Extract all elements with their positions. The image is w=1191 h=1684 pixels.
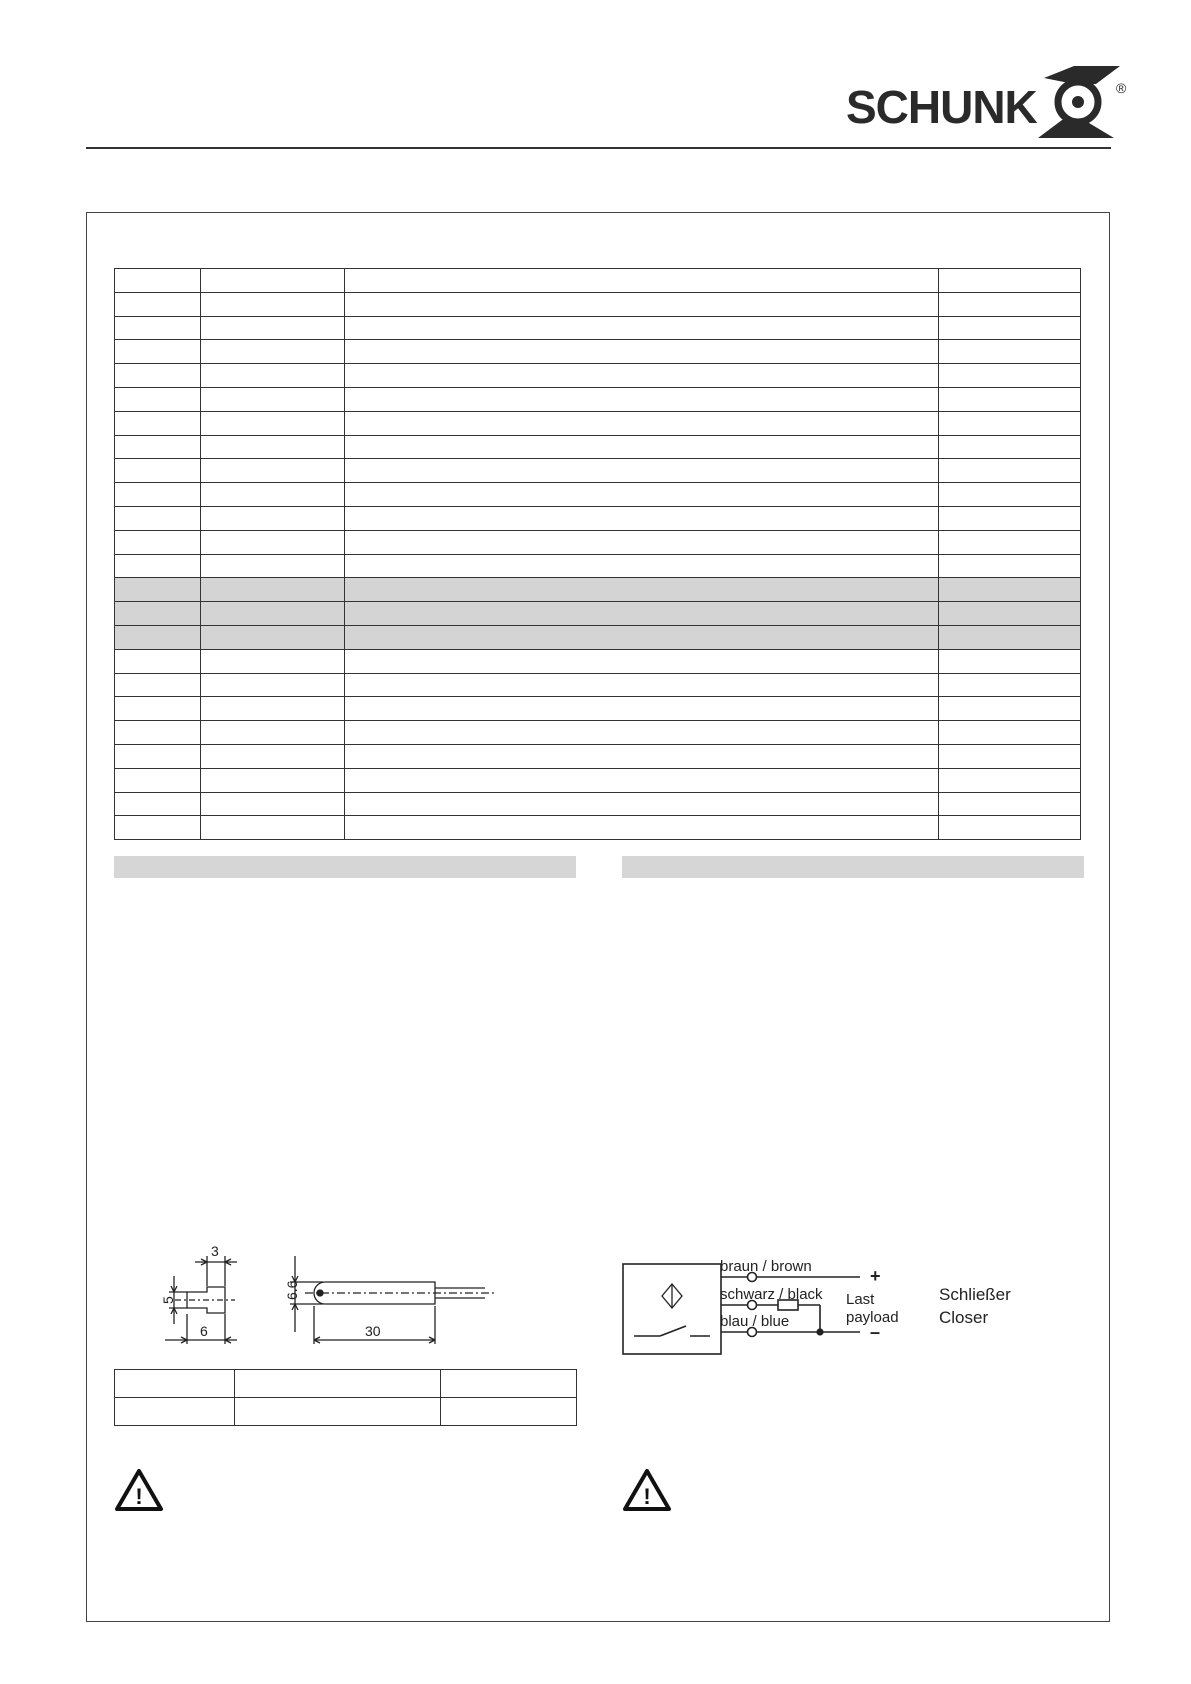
table-row: [115, 316, 1081, 340]
table-cell: [115, 744, 201, 768]
table-cell: [345, 435, 939, 459]
table-cell: [201, 602, 345, 626]
table-row: [115, 483, 1081, 507]
table-cell: [345, 673, 939, 697]
table-row: [115, 269, 1081, 293]
dim-label-width-bottom: 6: [200, 1323, 208, 1339]
table-cell: [201, 364, 345, 388]
table-cell: [939, 269, 1081, 293]
table-cell: [345, 269, 939, 293]
dim-label-diameter: 6.6: [284, 1280, 300, 1300]
table-cell: [115, 697, 201, 721]
table-cell: [345, 625, 939, 649]
sensor-dimension-drawing: [155, 1242, 510, 1352]
table-row: [115, 1398, 577, 1426]
table-cell: [115, 292, 201, 316]
wire-label-black: schwarz / black: [720, 1286, 823, 1303]
table-cell: [201, 554, 345, 578]
table-cell: [115, 411, 201, 435]
section-header-bar-right: [622, 856, 1084, 878]
table-cell: [115, 625, 201, 649]
brand-name: SCHUNK: [846, 81, 1037, 133]
table-cell: [201, 483, 345, 507]
switch-type-en: Closer: [939, 1308, 989, 1327]
table-cell: [939, 602, 1081, 626]
table-cell: [115, 673, 201, 697]
table-row: [115, 554, 1081, 578]
table-cell: [345, 721, 939, 745]
table-cell: [115, 364, 201, 388]
table-row: [115, 744, 1081, 768]
table-cell: [939, 506, 1081, 530]
dim-label-length: 30: [365, 1323, 381, 1339]
table-cell: [345, 649, 939, 673]
table-cell: [939, 530, 1081, 554]
table-cell: [345, 364, 939, 388]
table-cell: [345, 578, 939, 602]
table-cell: [939, 387, 1081, 411]
table-cell: [201, 768, 345, 792]
table-cell: [345, 340, 939, 364]
load-label-de: Last: [846, 1291, 875, 1308]
warning-triangle-icon: [622, 1468, 672, 1512]
table-row: [115, 506, 1081, 530]
table-cell: [939, 697, 1081, 721]
table-cell: [939, 673, 1081, 697]
table-cell: [115, 530, 201, 554]
table-cell: [345, 816, 939, 840]
dim-label-width-top: 3: [211, 1243, 219, 1259]
table-cell: [115, 554, 201, 578]
switch-type-label: [939, 1283, 1011, 1329]
table-cell: [939, 483, 1081, 507]
dimension-data-table: [114, 1369, 577, 1426]
table-cell: [115, 816, 201, 840]
table-row: [115, 625, 1081, 649]
table-cell: [345, 387, 939, 411]
table-row: [115, 411, 1081, 435]
table-cell: [939, 649, 1081, 673]
switch-type-de: Schließer: [939, 1285, 1011, 1304]
plus-terminal: +: [870, 1266, 881, 1286]
table-cell: [115, 269, 201, 293]
schunk-logo: [840, 58, 1140, 144]
table-cell: [201, 292, 345, 316]
table-cell: [345, 530, 939, 554]
table-cell: [115, 387, 201, 411]
table-cell: [201, 435, 345, 459]
table-cell: [939, 578, 1081, 602]
table-cell: [939, 792, 1081, 816]
table-row: [115, 292, 1081, 316]
table-cell: [201, 411, 345, 435]
table-row: [115, 673, 1081, 697]
warning-triangle-icon: [114, 1468, 164, 1512]
table-cell: [345, 602, 939, 626]
table-cell: [201, 530, 345, 554]
table-cell: [115, 459, 201, 483]
table-cell: [201, 721, 345, 745]
table-cell: [939, 411, 1081, 435]
table-cell: [345, 697, 939, 721]
section-header-bar-left: [114, 856, 576, 878]
dim-label-height-left: 5: [160, 1296, 176, 1304]
table-cell: [115, 316, 201, 340]
table-cell: [939, 744, 1081, 768]
table-cell: [201, 506, 345, 530]
table-cell: [345, 744, 939, 768]
table-cell: [201, 459, 345, 483]
table-cell: [939, 625, 1081, 649]
table-cell: [115, 649, 201, 673]
table-cell: [115, 578, 201, 602]
table-cell: [201, 269, 345, 293]
table-cell: [939, 292, 1081, 316]
table-row: [115, 649, 1081, 673]
table-cell: [201, 316, 345, 340]
table-cell: [201, 697, 345, 721]
table-row: [115, 792, 1081, 816]
table-cell: [201, 649, 345, 673]
table-row: [115, 1370, 577, 1398]
table-cell: [201, 816, 345, 840]
wire-label-blue: blau / blue: [720, 1313, 790, 1330]
svg-text:!: !: [135, 1484, 143, 1509]
table-cell: [939, 554, 1081, 578]
table-cell: [939, 340, 1081, 364]
table-cell: [345, 292, 939, 316]
table-row: [115, 340, 1081, 364]
table-cell: [201, 578, 345, 602]
table-cell: [345, 554, 939, 578]
header-rule: [86, 147, 1111, 149]
table-cell: [939, 435, 1081, 459]
table-cell: [939, 364, 1081, 388]
schunk-gripper-logo-icon: [1034, 58, 1127, 144]
table-row: [115, 387, 1081, 411]
table-cell: [201, 340, 345, 364]
table-cell: [115, 506, 201, 530]
table-cell: [201, 387, 345, 411]
table-cell: [345, 506, 939, 530]
table-cell: [201, 744, 345, 768]
table-cell: [939, 816, 1081, 840]
table-cell: [345, 768, 939, 792]
table-cell: [345, 411, 939, 435]
table-row: [115, 530, 1081, 554]
minus-terminal: –: [870, 1322, 881, 1342]
load-label-en: payload: [846, 1309, 899, 1326]
table-row: [115, 816, 1081, 840]
table-cell: [201, 792, 345, 816]
table-cell: [115, 768, 201, 792]
table-row: [115, 768, 1081, 792]
table-cell: [115, 792, 201, 816]
table-row: [115, 364, 1081, 388]
table-cell: [939, 316, 1081, 340]
table-cell: [939, 721, 1081, 745]
table-row: [115, 435, 1081, 459]
table-cell: [939, 459, 1081, 483]
table-row: [115, 459, 1081, 483]
table-cell: [201, 673, 345, 697]
table-row: [115, 721, 1081, 745]
table-cell: [345, 792, 939, 816]
parts-list-table: [114, 268, 1081, 840]
table-cell: [115, 483, 201, 507]
table-cell: [345, 459, 939, 483]
table-cell: [201, 625, 345, 649]
table-cell: [115, 602, 201, 626]
table-row: [115, 602, 1081, 626]
wire-label-brown: braun / brown: [720, 1258, 812, 1275]
table-row: [115, 697, 1081, 721]
svg-text:!: !: [643, 1484, 651, 1509]
table-cell: [115, 721, 201, 745]
table-row: [115, 578, 1081, 602]
table-cell: [939, 768, 1081, 792]
table-cell: [345, 316, 939, 340]
table-cell: [345, 483, 939, 507]
registered-mark: ®: [1116, 80, 1127, 96]
table-cell: [115, 340, 201, 364]
table-cell: [115, 435, 201, 459]
